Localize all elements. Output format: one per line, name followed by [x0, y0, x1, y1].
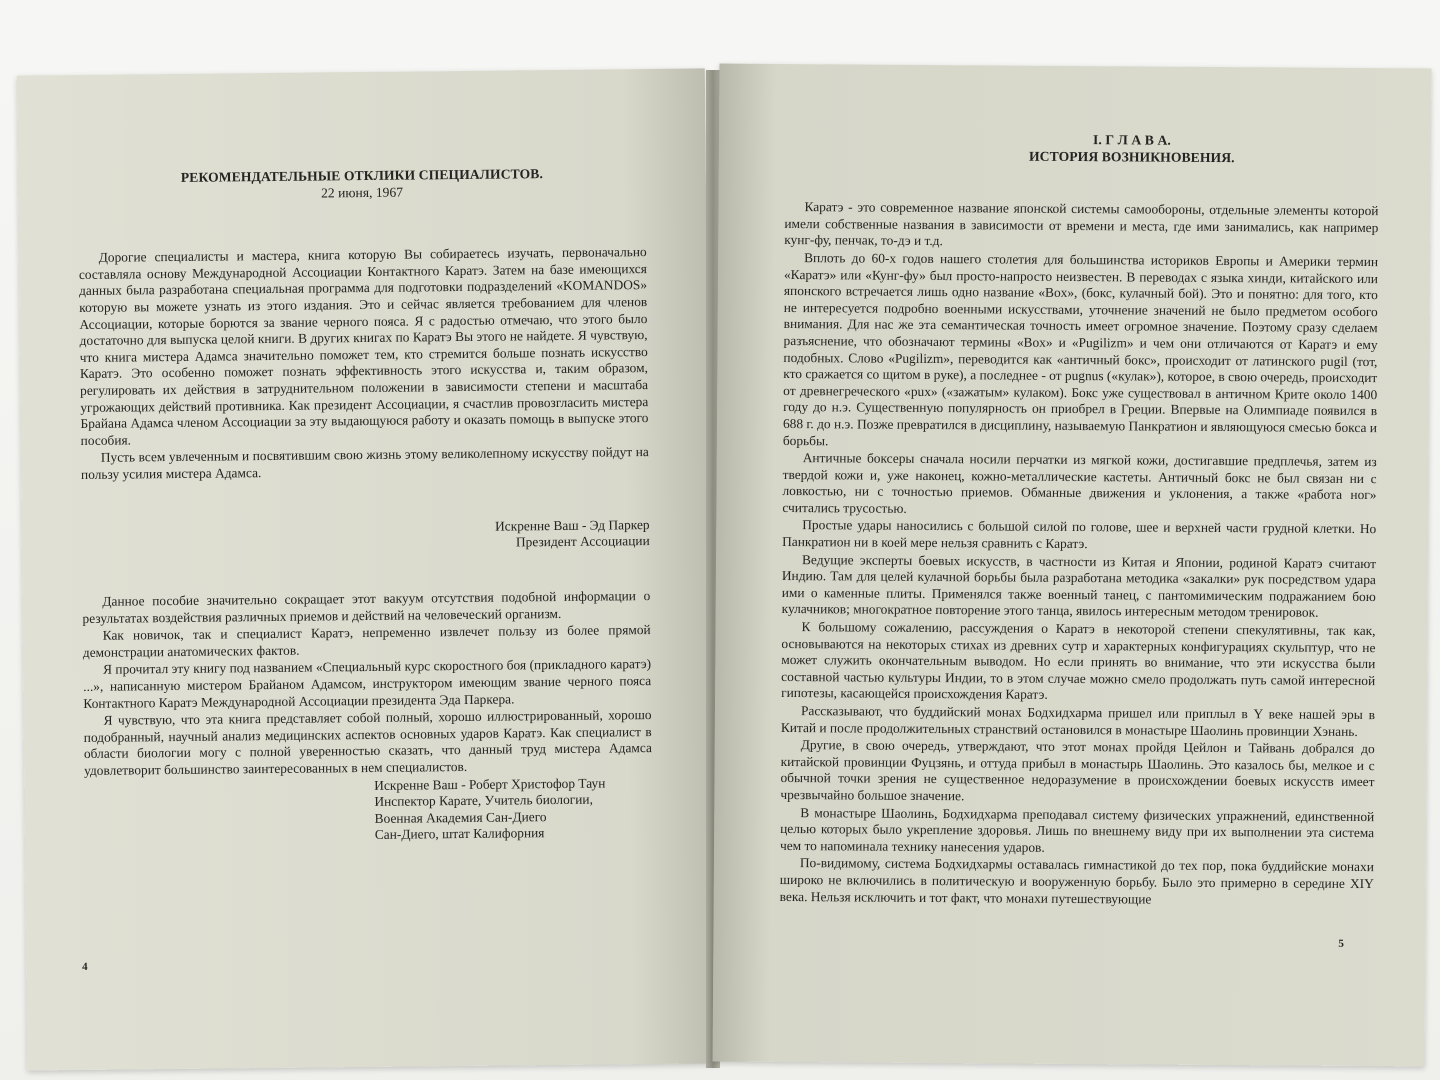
chapter-title: ИСТОРИЯ ВОЗНИКНОВЕНИЯ. [1028, 148, 1235, 165]
chapter-paragraph: К большому сожалению, рассуждения о Каратэ в некоторой степени спекулятивны, так как, основываются на некоторых стихах из древних сутр и характерных конфигурациях скульптур, что не может служить окончательным выводом. Но если принять во внимание, что эти искусства были составной частью культуры Индии, то в этом случае можно смело продолжать путь самой интересной гипотезы, касающейся происхождения Каратэ. [781, 619, 1376, 703]
chapter-text [780, 130, 1379, 910]
chapter-paragraph: В монастыре Шаолинь, Бодхидхарма преподавал систему физических упражнений, единственной целью которых было укрепление здоровья. Лишь по внешнему виду при их выполнении эта система чем то напоминала технику нанесения ударов. [779, 804, 1375, 855]
chapter-paragraph: Ведущие эксперты боевых искусств, в частности из Китая и Японии, родиной Каратэ считают Индию. Там для целей кулачной борьбы была разработана методика «закалки» рук посредством удара ими о каменные плиты. Применялся также военный танец, с пантомимическим подражанием бою кулачников; многократное повторение этого танца, явилось интересным методом тренировок. [781, 551, 1377, 621]
right-page [713, 64, 1432, 1067]
chapter-paragraph: Рассказывают, что буддийский монах Бодхидхарма пришел или приплыл в Y веке нашей эры в Китай и после продолжительных странствий остановился в монастыре Шаолинь провинции Хэнань. [780, 703, 1376, 739]
letter1-signature-title: Президент Ассоциации [515, 533, 650, 550]
chapter-paragraph: Вплоть до 60-х годов нашего столетия для большинства историков Европы и Америки термин «Каратэ» или «Кунг-фу» был просто-напросто неизвестен. В переводах с языка хинди, китайского или японского встречается лишь одно название «Box», (бокс, кулачный бой). Это и понятно: для того, кто не интересуется подробно военными искусствами, уточнение значений не было предметом особого внимания. Для нас же эта семантическая точность имеет огромное значение. Поэтому сразу сделаем разъяснение, что обозначают термины «Box» и «Pugilizm» и чем они отличаются от Каратэ и ему подобных. Слово «Pugilizm», переводится как «античный бокс», происходит от латинского pugil (тот, кто сражается со щитом в руке), а последнее - от pugnus («кулак»), которое, в свою очередь, происходит от древнегреческого «pux» («зажатым» кулаком). Бокс уже существовал в античном Крите около 1400 году до н.э. Существенную популярность он приобрел в Греции. Впервые на Олимпиаде появился в 688 г. до н.э. Позже превратился в дисциплину, называемую Панкратион и являющуюся смесью бокса и борьбы. [782, 250, 1379, 448]
letter1-paragraph: Дорогие специалисты и мастера, книга которую Вы собираетесь изучать, первоначально составляла основу Международной Ассоциации Контактного Каратэ. Затем на базе имеющихся данных была разработана специальная программа для подготовки подразделений «KOMANDOS» которую вы можете узнать из этого издания. Это и сейчас является требованием для членов Ассоциации, которые борются за звание черного пояса. Я с радостью отмечаю, что этого было достаточно для выпуска целой книги. В других книгах по Каратэ Вы этого не найдете. Я чувствую, что книга мистера Адамса значительно поможет тем, кто стремится больше познать искусство Каратэ. Это особенно поможет познать эффективность этого искусства и, таким образом, регулировать их действия в затруднительном положении в зависимости степени и масштаба угрожающих действий противника. Как президент Ассоциации, я счастлив провозгласить мистера Брайана Адамса членом Ассоциации за эту выдающуюся работу и оказать помощь в выпуске этого пособия. [78, 244, 649, 448]
chapter-paragraph: Простые удары наносились с большой силой по голове, шее и верхней части грудной клетки. Но Панкратион ни в коей мере нельзя сравнить с Каратэ. [782, 517, 1377, 552]
left-page-date: 22 июня, 1967 [321, 184, 404, 201]
letter2-signature-line: Сан-Диего, штат Калифорния [374, 825, 545, 843]
letter2-paragraph: Данное пособие значительно сокращает этот вакуум отсутствия подобной информации о результатах воздействия различных приемов и действий на человеческий организм. [82, 588, 651, 626]
left-page-number: 4 [82, 960, 88, 973]
letter2-signature-line: Искренне Ваш - Роберт Христофор Таун [374, 775, 606, 793]
letter2-paragraph: Я чувствую, что эта книга представляет собой полный, хорошо иллюстрированный, хорошо подобранный, научный анализ медицинских аспектов основных ударов Каратэ. Как специалист в области биологии могу с полной уверенностью сказать, что данный труд мистера Адамса удовлетворит большинство заинтересованных в нем специалистов. [83, 707, 652, 778]
chapter-paragraph: По-видимому, система Бодхидхармы оставалась гимнастикой до тех пор, пока буддийские монахи широко не включились в политическую и вооруженную борьбу. Было это примерно в середине XIY века. Нельзя исключить и тот факт, что монахи путешествующие [779, 855, 1374, 907]
left-page-title: РЕКОМЕНДАТЕЛЬНЫЕ ОТКЛИКИ СПЕЦИАЛИСТОВ. [180, 166, 543, 185]
letter2-paragraph: Как новичок, так и специалист Каратэ, непременно извлечет пользу из более прямой демонстрации анатомических фактов. [82, 622, 651, 660]
letter1-signature-name: Искренне Ваш - Эд Паркер [494, 516, 650, 534]
chapter-paragraph: Другие, в свою очередь, утверждают, что этот монах пройдя Цейлон и Тайвань добрался до китайской провинции Фуцзянь, и оттуда прибыл в монастырь Шаолинь. Это казалось бы, мелкое и с обычной точки зрения не существенное недоразумение в происхождении боевых искусств имеет чрезвычайно большое значение. [780, 737, 1375, 804]
letter2-paragraph: Я прочитал эту книгу под названием «Специальный курс скоростного боя (прикладного каратэ) ...», написанную мистером Брайаном Адамсом, инструктором имеющим звание черного пояса Контактного Каратэ Международной Ассоциации президента Эда Паркера. [83, 656, 652, 711]
chapter-number: I. Г Л А В А. [1092, 132, 1171, 148]
left-page [17, 68, 715, 1070]
right-page-number: 5 [1338, 937, 1344, 950]
letter1-paragraph: Пусть всем увлеченным и посвятившим свою жизнь этому великолепному искусству пойдут на пользу усилия мистера Адамса. [80, 444, 649, 482]
left-letter-2 [82, 588, 653, 847]
chapter-paragraph: Античные боксеры сначала носили перчатки из мягкой кожи, достигавшие предплечья, затем из твердой кожи и, уже наконец, кожно-металлические кастеты. Античный бокс не был связан ни с ловкостью, ни с точностью приемов. Обманные движения и уклонения, а также «работа ног» считались трусостью. [782, 450, 1377, 516]
left-letter-1 [78, 165, 650, 556]
letter2-signature-line: Инспектор Карате, Учитель биологии, [374, 791, 593, 810]
letter2-signature-line: Военная Академия Сан-Диего [374, 808, 547, 826]
chapter-paragraph: Каратэ - это современное название японской системы самообороны, отдельные элементы которой имели собственные названия в зависимости от времени и места, где ими занимались, как например кунг-фу, пенчак, то-дэ и т.д. [784, 199, 1379, 249]
